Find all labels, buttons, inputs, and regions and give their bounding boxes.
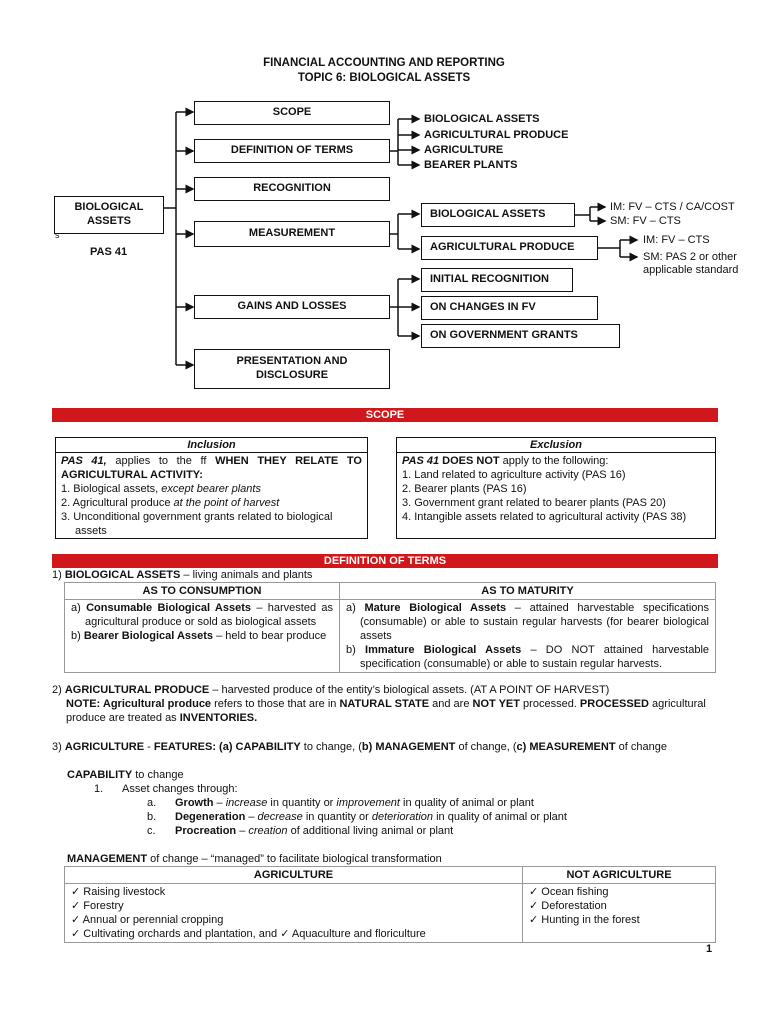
mature-def: a) Mature Biological Assets – attained harvestable specifications (consumable) or able to sustain regular harvests (for bearer biological assets — [346, 602, 710, 642]
branch-scope: SCOPE — [194, 101, 390, 125]
measure-produce-sm-line1: SM: PAS 2 or other — [643, 251, 737, 263]
measure-bio-sm: SM: FV – CTS — [610, 215, 681, 227]
exclusion-header: Exclusion — [397, 438, 715, 453]
inclusion-panel — [55, 437, 368, 539]
not-agri-item-hunting: ✓ Hunting in the forest — [529, 913, 709, 927]
definitions-bar: DEFINITION OF TERMS — [52, 554, 718, 568]
measure-produce-sm-line2: applicable standard — [643, 264, 739, 276]
exclusion-item-1: 1. Land related to agriculture activity (PAS 16) — [402, 469, 626, 481]
gains-initial-box: INITIAL RECOGNITION — [421, 268, 573, 292]
term-agricultural-produce: AGRICULTURAL PRODUCE — [424, 129, 569, 141]
agriculture-table — [64, 866, 716, 943]
measure-produce-im: IM: FV – CTS — [643, 234, 710, 246]
capability-item: Asset changes through: — [122, 783, 238, 795]
exclusion-item-2: 2. Bearer plants (PAS 16) — [402, 483, 527, 495]
inclusion-item-2: 2. Agricultural produce at the point of harvest — [61, 497, 280, 509]
agriculture-cell — [65, 884, 523, 943]
standard-label: PAS 41 — [90, 246, 128, 258]
agriculture-header: AGRICULTURE — [65, 867, 523, 884]
inclusion-item-1: 1. Biological assets, except bearer plants — [61, 483, 261, 495]
def-agricultural-produce — [52, 683, 720, 725]
agri-item-cropping: ✓ Annual or perennial cropping — [71, 913, 516, 927]
root-marker: s — [55, 230, 60, 240]
capability-item-number: 1. — [94, 783, 104, 795]
growth-def: Growth – increase in quantity or improvement in quality of animal or plant — [175, 797, 534, 809]
branch-recognition: RECOGNITION — [194, 177, 390, 201]
not-agriculture-header: NOT AGRICULTURE — [523, 867, 716, 884]
produce-note: NOTE: Agricultural produce refers to those that are in NATURAL STATE and are NOT YET processed. PROCESSED agricultural produce are treated as INVENTORIES. — [66, 698, 706, 724]
term-agriculture: AGRICULTURE — [424, 144, 504, 156]
agri-item-livestock: ✓ Raising livestock — [71, 885, 516, 899]
growth-letter: a. — [147, 797, 157, 809]
presentation-line2: DISCLOSURE — [255, 369, 329, 381]
not-agri-item-deforestation: ✓ Deforestation — [529, 899, 709, 913]
scope-bar: SCOPE — [52, 408, 718, 422]
procreation-letter: c. — [147, 825, 156, 837]
exclusion-item-4: 4. Intangible assets related to agricultural activity (PAS 38) — [402, 511, 687, 523]
maturity-cell — [340, 600, 716, 673]
maturity-table — [64, 582, 716, 673]
gains-grants-box: ON GOVERNMENT GRANTS — [421, 324, 620, 348]
root-label-line1: BIOLOGICAL — [74, 201, 144, 214]
maturity-header: AS TO MATURITY — [340, 583, 716, 600]
measure-bio-im: IM: FV – CTS / CA/COST — [610, 201, 735, 213]
consumption-cell — [65, 600, 340, 673]
inclusion-item-3: 3. Unconditional government grants related to biological assets — [61, 511, 333, 537]
branch-presentation — [194, 349, 390, 389]
def-agriculture: 3) AGRICULTURE - FEATURES: (a) CAPABILITY to change, (b) MANAGEMENT of change, (c) MEASUREMENT of change — [52, 741, 667, 753]
page-number: 1 — [706, 943, 713, 955]
consumption-header: AS TO CONSUMPTION — [65, 583, 340, 600]
not-agri-item-fishing: ✓ Ocean fishing — [529, 885, 709, 899]
measure-produce-box: AGRICULTURAL PRODUCE — [421, 236, 598, 260]
branch-measurement: MEASUREMENT — [194, 221, 390, 247]
document-subtitle: TOPIC 6: BIOLOGICAL ASSETS — [297, 72, 471, 84]
not-agriculture-cell — [523, 884, 716, 943]
measure-bio-box: BIOLOGICAL ASSETS — [421, 203, 575, 227]
exclusion-panel — [396, 437, 716, 539]
produce-line: 2) AGRICULTURAL PRODUCE – harvested produce of the entity’s biological assets. (AT A POINT OF HARVEST) — [52, 684, 610, 696]
branch-gains: GAINS AND LOSSES — [194, 295, 390, 319]
bearer-def: b) Bearer Biological Assets – held to bear produce — [71, 630, 327, 642]
exclusion-item-3: 3. Government grant related to bearer plants (PAS 20) — [402, 497, 666, 509]
degeneration-def: Degeneration – decrease in quantity or deterioration in quality of animal or plant — [175, 811, 567, 823]
management-heading: MANAGEMENT of change – “managed” to facilitate biological transformation — [67, 853, 442, 865]
presentation-line1: PRESENTATION AND — [236, 355, 348, 368]
def-biological-assets: 1) BIOLOGICAL ASSETS – living animals and plants — [52, 569, 313, 581]
root-box — [54, 196, 164, 234]
document-title: FINANCIAL ACCOUNTING AND REPORTING — [263, 57, 505, 69]
inclusion-intro: PAS 41, applies to the ff WHEN THEY RELATE TO AGRICULTURAL ACTIVITY: — [61, 455, 362, 481]
gains-fv-box: ON CHANGES IN FV — [421, 296, 598, 320]
immature-def: b) Immature Biological Assets – DO NOT attained harvestable specification (consumable) or able to sustain regular harvests. — [346, 644, 710, 670]
procreation-def: Procreation – creation of additional living animal or plant — [175, 825, 454, 837]
inclusion-header: Inclusion — [56, 438, 367, 453]
branch-definition: DEFINITION OF TERMS — [194, 139, 390, 163]
exclusion-intro: PAS 41 DOES NOT apply to the following: — [402, 455, 609, 467]
term-biological-assets: BIOLOGICAL ASSETS — [424, 113, 540, 125]
term-bearer-plants: BEARER PLANTS — [424, 159, 518, 171]
agri-item-orchards: ✓ Cultivating orchards and plantation, and ✓ Aquaculture and floriculture — [71, 927, 516, 941]
capability-heading: CAPABILITY to change — [67, 769, 184, 781]
consumable-def: a) Consumable Biological Assets – harvested as agricultural produce or sold as biological assets — [71, 602, 334, 628]
agri-item-forestry: ✓ Forestry — [71, 899, 516, 913]
root-label-line2: ASSETS — [86, 215, 131, 227]
degeneration-letter: b. — [147, 811, 157, 823]
